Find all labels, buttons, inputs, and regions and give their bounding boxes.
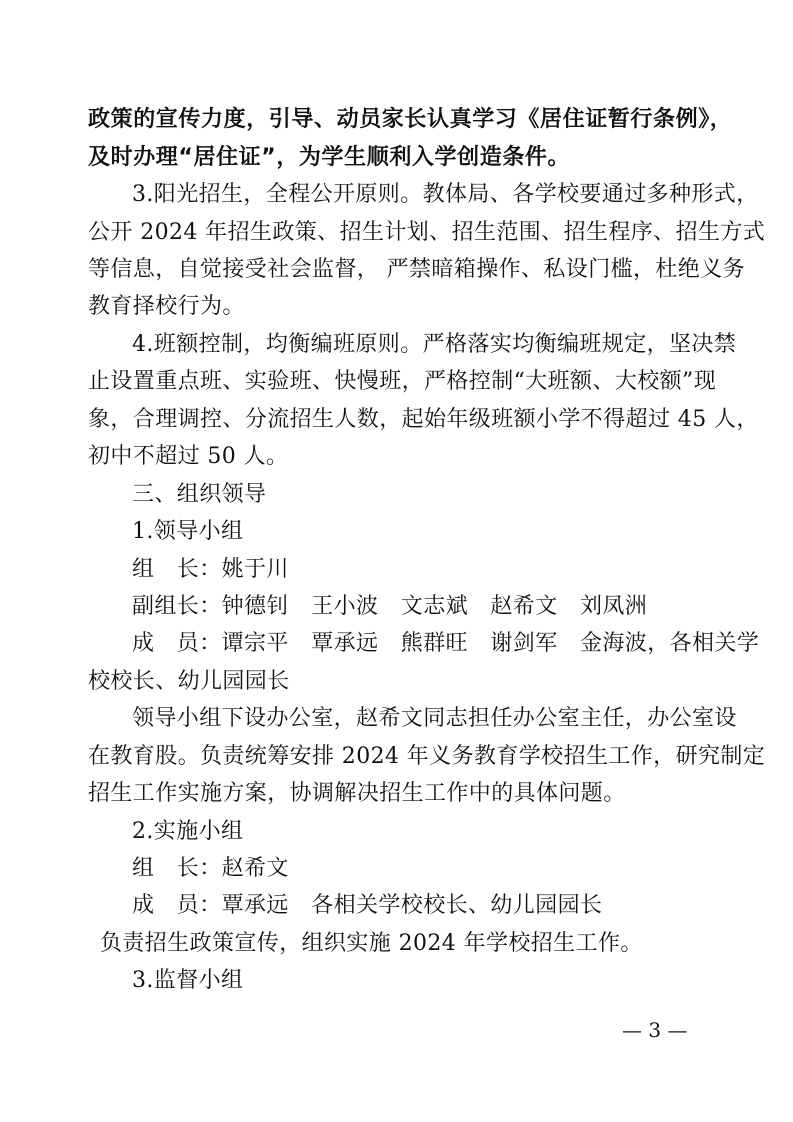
text-line-22: 成 员：覃承远 各相关学校校长、幼儿园园长 <box>132 893 603 918</box>
text-line-5: 等信息，自觉接受社会监督， 严禁暗箱操作、私设门槛，杜绝义务 <box>88 257 745 282</box>
text-line-17: 领导小组下设办公室，赵希文同志担任办公室主任，办公室设 <box>132 706 737 731</box>
text-line-4: 公开 2024 年招生政策、招生计划、招生范围、招生程序、招生方式 <box>88 220 766 245</box>
text-line-21: 组 长：赵希文 <box>132 856 289 881</box>
text-line-10: 初中不超过 50 人。 <box>88 444 289 469</box>
text-line-1: 政策的宣传力度，引导、动员家长认真学习《居住证暂行条例》， <box>88 107 733 132</box>
text-line-13: 组 长：姚于川 <box>132 557 289 582</box>
subsection-heading-1: 1.领导小组 <box>132 519 244 544</box>
text-line-19: 招生工作实施方案，协调解决招生工作中的具体问题。 <box>88 781 626 806</box>
subsection-heading-2: 2.实施小组 <box>132 819 244 844</box>
text-line-6: 教育择校行为。 <box>88 294 245 319</box>
text-line-23: 负责招生政策宣传，组织实施 2024 年学校招生工作。 <box>100 931 643 956</box>
text-line-15: 成 员：谭宗平 覃承远 熊群旺 谢剑军 金海波，各相关学 <box>132 631 760 656</box>
text-line-2: 及时办理“居住证”，为学生顺利入学创造条件。 <box>88 145 571 170</box>
text-line-3: 3.阳光招生，全程公开原则。教体局、各学校要通过多种形式， <box>132 182 759 207</box>
text-line-18: 在教育股。负责统筹安排 2024 年义务教育学校招生工作，研究制定 <box>88 744 766 769</box>
text-line-8: 止设置重点班、实验班、快慢班，严格控制“大班额、大校额”现 <box>88 369 717 394</box>
text-line-9: 象，合理调控、分流招生人数，起始年级班额小学不得超过 45 人， <box>88 407 759 432</box>
section-heading: 三、组织领导 <box>132 482 267 507</box>
text-line-7: 4.班额控制，均衡编班原则。严格落实均衡编班规定，坚决禁 <box>132 332 737 357</box>
subsection-heading-3: 3.监督小组 <box>132 968 244 993</box>
page-number: — 3 — <box>622 1018 688 1042</box>
text-line-16: 校校长、幼儿园园长 <box>88 669 290 694</box>
text-line-14: 副组长：钟德钊 王小波 文志斌 赵希文 刘凤洲 <box>132 594 648 619</box>
